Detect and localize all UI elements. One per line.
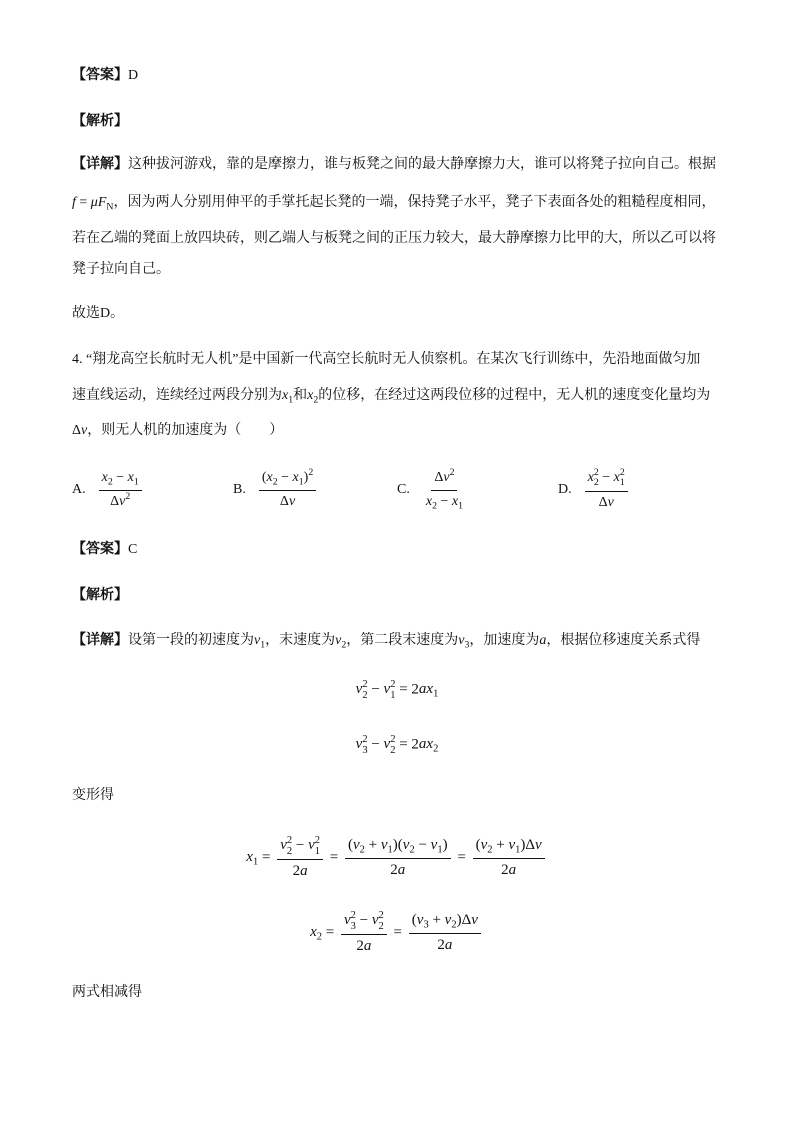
subscript: 2 [359, 844, 365, 856]
math-variable [246, 849, 259, 869]
equation-content [246, 835, 547, 882]
math-variable [127, 470, 139, 488]
math-variable [383, 678, 396, 701]
fraction [409, 911, 481, 955]
subscript: 2 [272, 476, 278, 488]
option-expression [96, 469, 145, 510]
variable-name: v [280, 837, 287, 854]
subscript: 2 [286, 845, 293, 857]
variable-name: a [397, 861, 406, 878]
text-run: − [277, 470, 293, 486]
text-run: ( [411, 912, 417, 928]
variable-name: v [371, 912, 379, 929]
variable-name: a [444, 936, 453, 953]
text-run: Δ [110, 493, 120, 509]
variable-name: v [458, 633, 465, 648]
detail-line [72, 260, 170, 280]
variable-name: x [127, 470, 134, 486]
fraction-denominator [277, 491, 298, 511]
math-variable [289, 494, 295, 509]
variable-name: a [300, 862, 308, 879]
variable-name: x [246, 849, 253, 866]
math-variable [355, 733, 368, 756]
subtract-text: 两式相减得 [72, 985, 142, 1000]
text-run: Δ [72, 423, 82, 438]
variable-name: f [72, 195, 76, 210]
subscript: 3 [464, 639, 470, 651]
text-run: ，第二段末速度为 [346, 633, 459, 648]
variable-name: v [288, 493, 296, 509]
fraction [585, 468, 628, 512]
text-run: )( [392, 837, 403, 853]
math-variable [398, 862, 406, 878]
answer-line [72, 66, 138, 86]
variable-name: v [335, 633, 342, 648]
analysis-label: 【解析】 [72, 114, 128, 129]
answer-label: 【答案】 [72, 542, 128, 557]
fraction [341, 910, 387, 957]
math-variable [335, 633, 347, 651]
fraction-numerator [431, 469, 457, 490]
superscript: 2 [390, 733, 396, 745]
subscript: 1 [433, 688, 439, 700]
question-line [72, 350, 700, 370]
variable-name: x [282, 388, 289, 403]
subscript: 2 [433, 743, 439, 755]
equation-content [356, 679, 439, 701]
answer-value: C [128, 542, 138, 557]
text-run: = [326, 849, 342, 866]
equation [0, 731, 794, 759]
text-run: − [355, 912, 372, 929]
text-run: Δ [434, 470, 444, 486]
fraction [423, 469, 466, 510]
option-a [72, 466, 145, 514]
text-run: )Δ [520, 837, 536, 853]
fraction [259, 469, 316, 510]
math-variable [416, 912, 429, 931]
subscript: 2 [362, 690, 368, 701]
subscript: 1 [133, 476, 139, 488]
detail-line [72, 631, 700, 651]
superscript: 2 [125, 490, 131, 502]
subscript: 1 [260, 639, 266, 651]
detail-line [72, 155, 716, 175]
variable-name: v [416, 912, 424, 928]
equation-content [310, 910, 484, 957]
text-run: 速直线运动，连续经过两段分别为 [72, 388, 282, 403]
variable-name: v [430, 837, 438, 853]
text-run: = [258, 849, 275, 866]
detail-text [128, 157, 716, 172]
variable-name: x [101, 470, 108, 486]
math-variable [310, 924, 323, 944]
detail-text [128, 633, 701, 651]
variable-name: x [587, 470, 594, 485]
text-run: − [292, 837, 309, 854]
subscript: N [106, 201, 114, 213]
variable-name: v [352, 837, 360, 853]
fraction-denominator [353, 935, 374, 957]
superscript: 2 [619, 467, 625, 479]
text-run: 和 [293, 388, 308, 403]
subscript: 3 [362, 745, 368, 756]
variable-name: v [254, 633, 261, 648]
answer-label: 【答案】 [72, 68, 128, 83]
transform-line [72, 786, 114, 806]
math-variable [458, 633, 470, 651]
transform-text: 变形得 [72, 788, 114, 803]
option-d [558, 466, 631, 514]
subscript: 2 [378, 920, 384, 932]
superscript: 2 [308, 467, 314, 479]
variable-name: a [508, 861, 517, 878]
question-line [72, 386, 710, 406]
detail-label: 【详解】 [72, 157, 128, 172]
variable-name: ax [418, 681, 434, 698]
option-c [397, 466, 469, 514]
math-variable [480, 837, 493, 856]
text-run: + [492, 837, 509, 853]
fraction [473, 836, 545, 880]
math-variable [355, 678, 368, 701]
equation [0, 676, 794, 704]
superscript: 2 [449, 467, 455, 479]
math-variable [508, 837, 521, 856]
text-run: 凳子拉向自己。 [72, 262, 170, 277]
math-variable [380, 837, 393, 856]
option-expression [420, 469, 469, 510]
math-variable [509, 862, 517, 878]
variable-name: v [444, 912, 452, 928]
math-variable [280, 834, 293, 857]
fraction-numerator [341, 910, 387, 935]
option-expression [582, 468, 631, 512]
text-run: ，加速度为 [469, 633, 540, 648]
text-run: = [322, 924, 338, 941]
text-run: 2 [437, 936, 445, 953]
text-run: = 2 [395, 736, 419, 753]
fraction-denominator [387, 859, 408, 881]
subscript: 2 [390, 745, 396, 756]
fraction-denominator [423, 491, 466, 511]
math-variable [308, 834, 320, 857]
question-text [72, 388, 711, 406]
option-label: B. [233, 482, 246, 497]
variable-name: ax [418, 736, 434, 753]
subscript: 2 [409, 844, 415, 856]
math-variable [430, 837, 443, 856]
variable-name: v [355, 736, 363, 753]
text-run: − [367, 681, 384, 698]
analysis-line [72, 586, 128, 606]
math-variable [452, 494, 463, 509]
text-run: 2 [292, 862, 301, 879]
subscript: 2 [313, 394, 319, 406]
equation [0, 833, 794, 883]
math-variable [535, 837, 542, 853]
subscript: 1 [387, 844, 393, 856]
math-variable [307, 388, 319, 406]
option-expression [256, 469, 319, 510]
variable-name: v [383, 681, 391, 698]
analysis-line [72, 112, 128, 132]
text-run: 的位移，在经过这两段位移的过程中，无人机的速度变化量均为 [318, 388, 711, 403]
text-run: − [436, 493, 452, 509]
question-line [72, 421, 283, 441]
superscript: 2 [350, 909, 356, 921]
text-run: + [428, 912, 445, 928]
variable-name: v [343, 912, 351, 929]
subscript: 2 [107, 476, 113, 488]
variable-name: x [307, 388, 314, 403]
subscript: 1 [515, 844, 521, 856]
text-run: = [75, 195, 91, 210]
variable-name: v [480, 837, 488, 853]
variable-name: v [308, 837, 315, 854]
subscript: 1 [252, 857, 259, 869]
subscript: 1 [437, 844, 443, 856]
symbol-text: ) [303, 470, 309, 486]
math-variable [418, 681, 439, 700]
fraction-numerator [409, 911, 481, 934]
superscript: 2 [286, 834, 293, 846]
variable-name: x [451, 493, 459, 509]
answer-line [72, 540, 137, 560]
text-run: )Δ [456, 912, 472, 928]
text-run: ，根据位移速度关系式得 [546, 633, 701, 648]
script-stack [379, 910, 384, 932]
variable-name: v [443, 470, 450, 486]
text-run: 2 [356, 937, 364, 954]
math-variable [383, 733, 396, 756]
math-variable [426, 494, 437, 509]
text-run: − [598, 470, 614, 485]
variable-name: v [119, 493, 126, 509]
text-run: ，末速度为 [265, 633, 336, 648]
text-run: 2 [501, 861, 509, 878]
math-variable [371, 909, 384, 932]
superscript: 2 [314, 834, 320, 846]
question-text [72, 423, 283, 438]
subscript: 1 [390, 690, 396, 701]
detail-text [72, 262, 170, 277]
detail-text [72, 231, 716, 246]
math-variable [292, 470, 304, 488]
detail-line [72, 193, 715, 213]
variable-name: x [613, 470, 620, 485]
question-text [72, 352, 700, 367]
math-variable [254, 633, 266, 651]
subscript: 3 [423, 919, 429, 931]
detail-text [72, 195, 716, 213]
superscript: 2 [378, 909, 384, 921]
text-run: − [112, 470, 128, 486]
math-variable [471, 912, 478, 928]
variable-name: v [471, 912, 478, 928]
variable-name: x [266, 470, 273, 486]
text-run: = [389, 924, 406, 941]
text-run: ( [347, 837, 353, 853]
superscript: 2 [362, 678, 368, 690]
math-symbol [303, 467, 314, 486]
text-run: Δ [598, 494, 608, 510]
fraction-numerator [277, 835, 323, 860]
text-run: ，则无人机的加速度为（ ） [87, 423, 284, 438]
subscript: 3 [350, 920, 356, 932]
fraction-numerator [259, 469, 316, 490]
math-variable [101, 470, 113, 488]
text-run: 这种拔河游戏，靠的是摩擦力，谁与板凳之间的最大静摩擦力大，谁可以将凳子拉向自己。根据 [128, 157, 716, 172]
variable-name: v [380, 837, 388, 853]
equation-content [356, 734, 439, 756]
math-variable [300, 863, 308, 879]
fraction [99, 469, 142, 510]
fraction-numerator [585, 468, 628, 492]
superscript: 2 [390, 678, 396, 690]
variable-name: x [292, 470, 299, 486]
subscript: 1 [288, 394, 294, 406]
text-run: 设第一段的初速度为 [128, 633, 254, 648]
conclusion-line [72, 304, 124, 324]
text-run: − [367, 736, 384, 753]
equation [0, 908, 794, 958]
text-run: 2 [390, 861, 398, 878]
conclusion-text: 故选D。 [72, 306, 125, 321]
fraction-numerator [345, 836, 451, 859]
fraction-numerator [473, 836, 545, 859]
math-variable [90, 195, 114, 213]
option-label: C. [397, 482, 410, 497]
variable-name: μF [90, 195, 107, 210]
math-variable [352, 837, 365, 856]
subscript: 2 [487, 844, 493, 856]
math-variable [443, 467, 455, 486]
subscript: 2 [451, 919, 457, 931]
text-run: = 2 [395, 681, 419, 698]
variable-name: a [539, 633, 547, 648]
superscript: 2 [593, 467, 599, 479]
text-run: = [453, 849, 470, 866]
text-run: 若在乙端的凳面上放四块砖，则乙端人与板凳之间的正压力较大，最大静摩擦力比甲的大，所以乙可以将 [72, 231, 716, 246]
option-b [233, 466, 319, 514]
subtract-line [72, 983, 142, 1003]
math-variable [587, 467, 599, 489]
math-variable [613, 467, 625, 489]
math-variable [266, 470, 278, 488]
variable-name: a [363, 937, 372, 954]
math-variable [402, 837, 415, 856]
subscript: 1 [458, 499, 463, 511]
math-variable [343, 909, 356, 932]
variable-name: v [402, 837, 410, 853]
subscript: 1 [619, 477, 625, 489]
math-variable [119, 490, 131, 509]
math-variable [444, 912, 457, 931]
subscript: 1 [298, 476, 304, 488]
variable-name: v [81, 423, 88, 438]
math-variable [445, 937, 453, 953]
variable-name: v [535, 837, 542, 853]
variable-name: v [383, 736, 391, 753]
text-run: Δ [279, 493, 289, 509]
script-stack [315, 835, 320, 857]
math-variable [418, 736, 439, 755]
option-label: A. [72, 482, 86, 497]
superscript: 2 [362, 733, 368, 745]
fraction-denominator [107, 491, 133, 511]
text-run: + [364, 837, 381, 853]
analysis-label: 【解析】 [72, 588, 128, 603]
text-run: ( [261, 470, 267, 486]
fraction-denominator [434, 934, 455, 956]
subscript: 2 [432, 499, 437, 511]
math-variable [364, 938, 372, 954]
fraction-denominator [596, 492, 617, 512]
variable-name: v [508, 837, 516, 853]
subscript: 2 [341, 639, 347, 651]
fraction-denominator [498, 859, 519, 881]
text-run: ，因为两人分别用伸平的手掌托起长凳的一端，保持凳子水平，凳子下表面各处的粗糙程度相同， [113, 195, 716, 210]
math-variable [608, 495, 614, 510]
subscript: 1 [314, 845, 320, 857]
fraction-numerator [99, 469, 142, 490]
variable-name: v [607, 494, 614, 510]
detail-label: 【详解】 [72, 633, 128, 648]
fraction-denominator [290, 860, 311, 882]
text-run: 4. “翔龙高空长航时无人机”是中国新一代高空长航时无人侦察机。在某次飞行训练中，先沿地面做匀加 [72, 352, 701, 367]
text-run: ) [442, 837, 448, 853]
detail-line [72, 229, 716, 249]
text-run: − [414, 837, 431, 853]
math-variable [282, 388, 294, 406]
variable-name: x [425, 493, 433, 509]
fraction [277, 835, 323, 882]
answer-value: D [128, 68, 139, 83]
subscript: 2 [593, 477, 599, 489]
option-label: D. [558, 482, 572, 497]
variable-name: x [310, 924, 317, 941]
variable-name: v [355, 681, 363, 698]
fraction [345, 836, 451, 880]
text-run: ( [475, 837, 481, 853]
script-stack [620, 468, 625, 489]
subscript: 2 [316, 932, 323, 944]
